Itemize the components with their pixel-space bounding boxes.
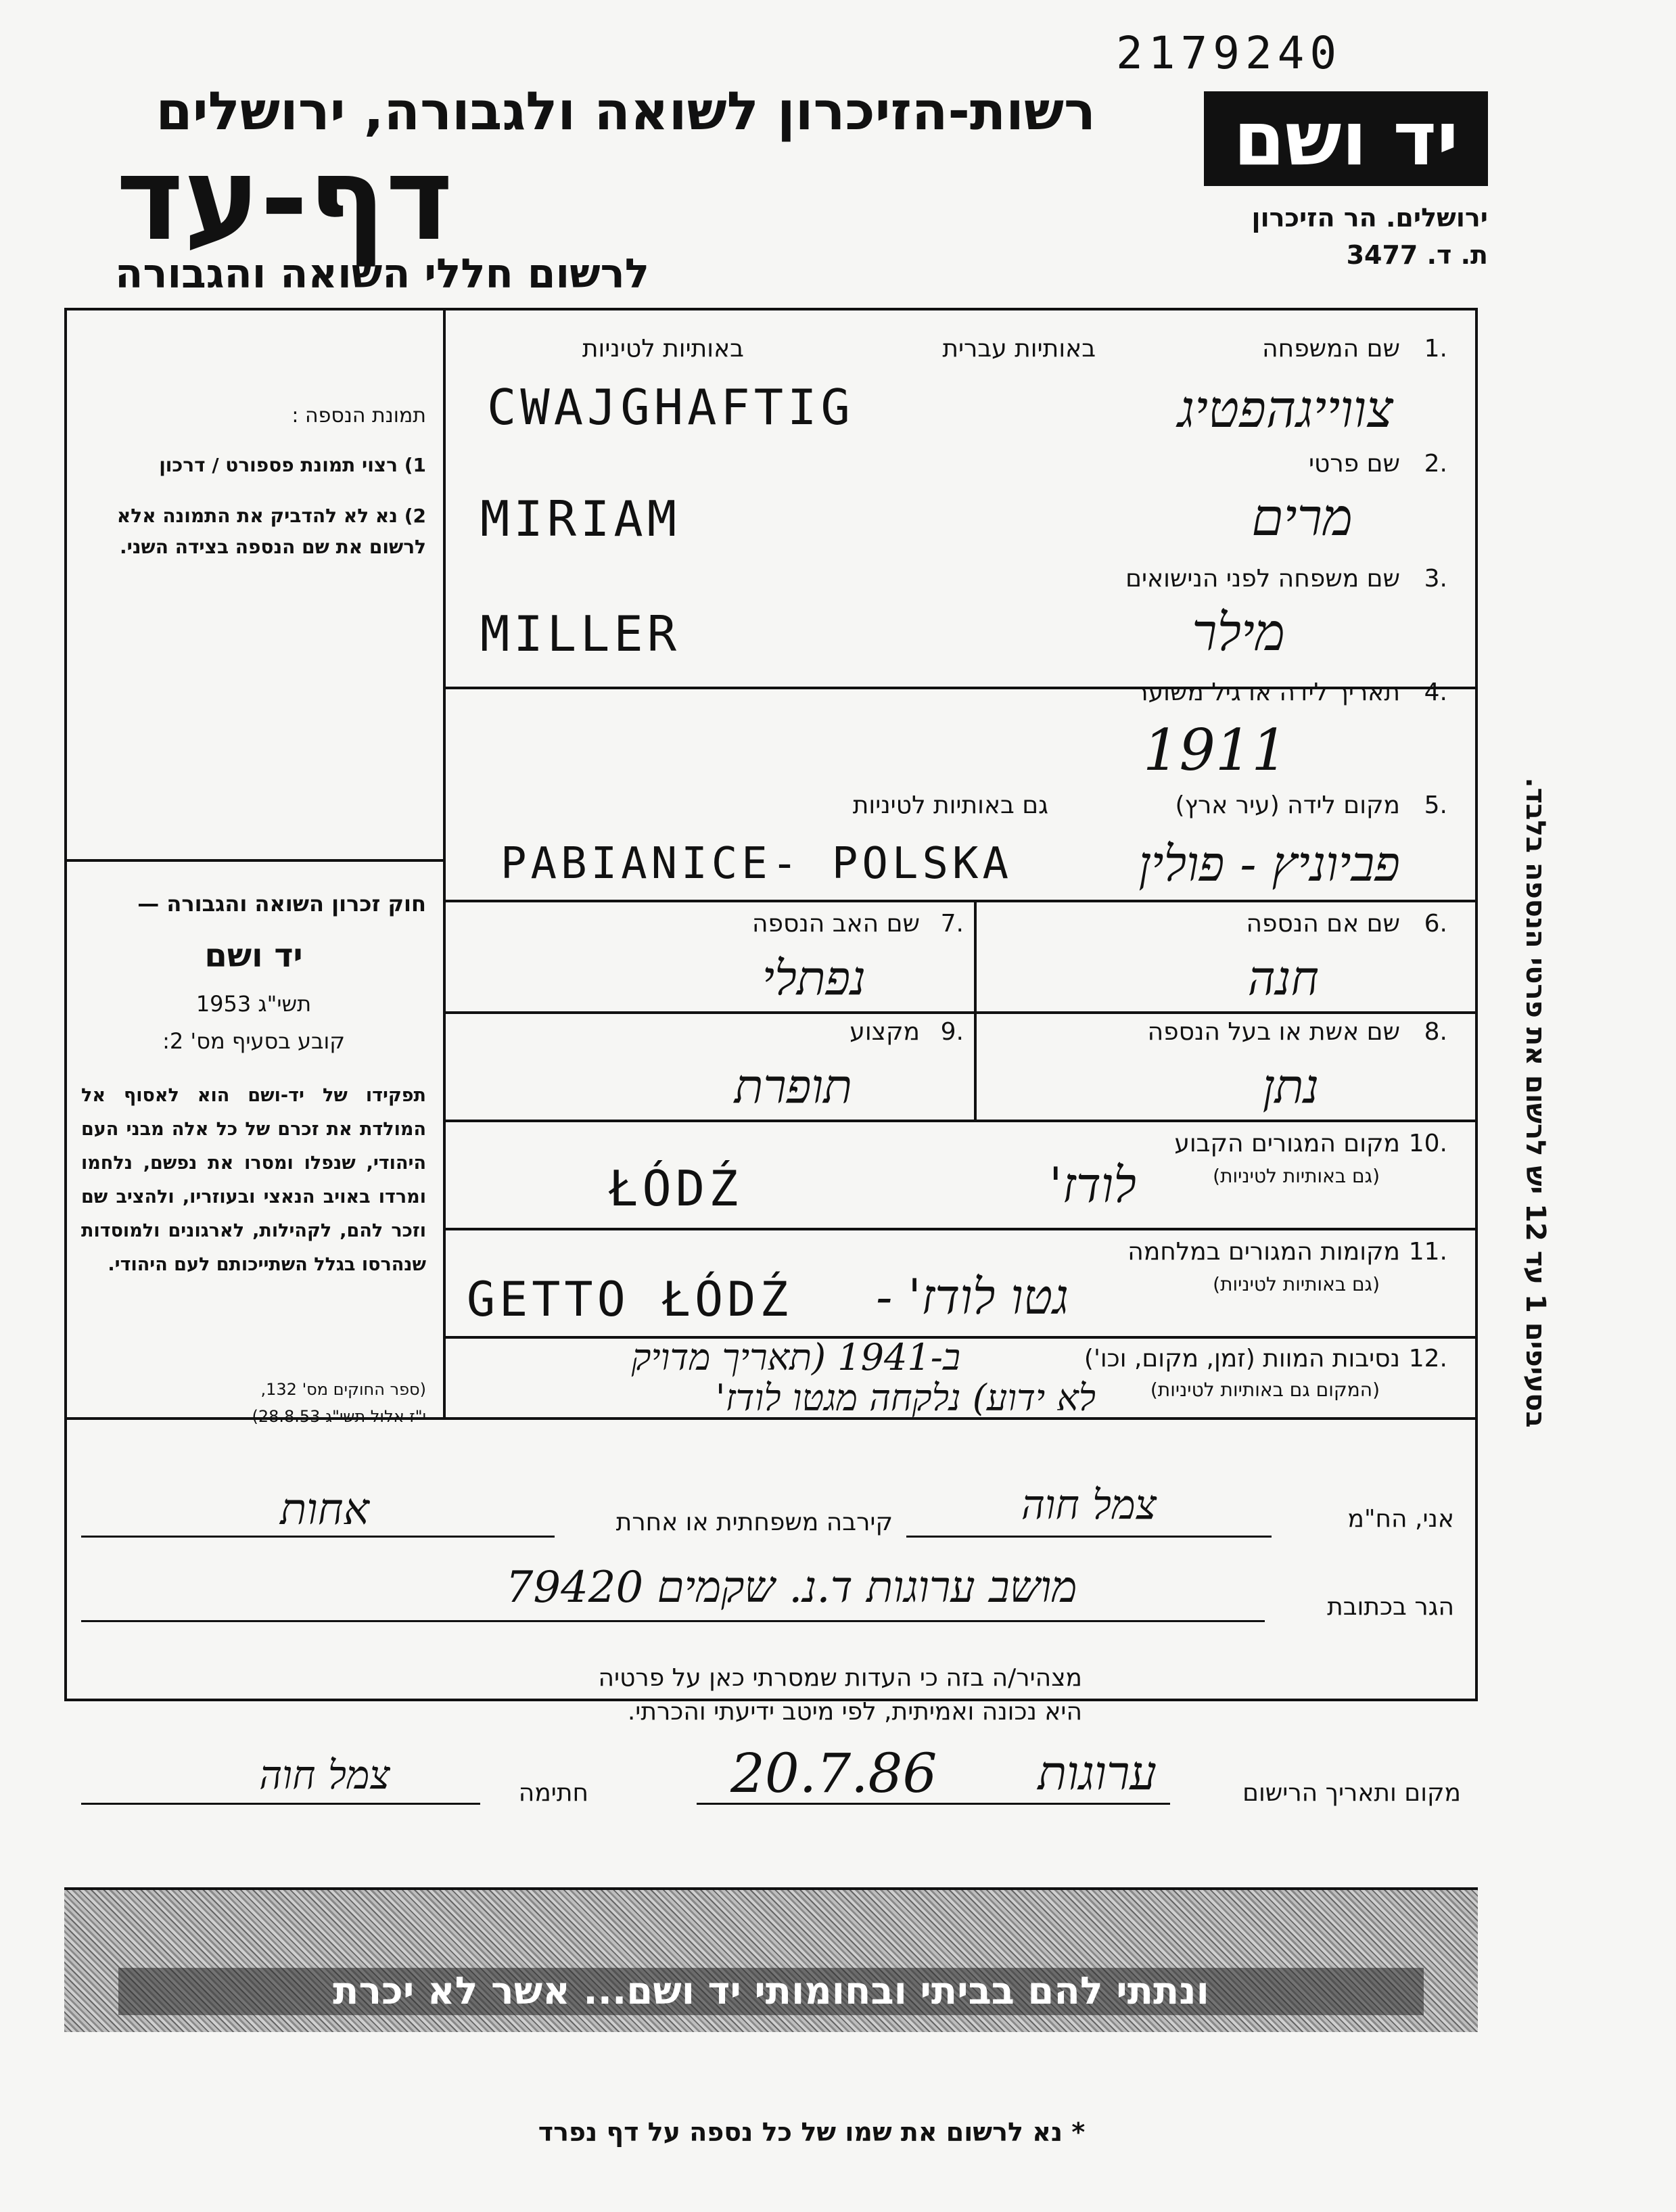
kinship-value: אחות [280,1485,369,1535]
law-box-body: תפקידו של יד-ושם הוא לאסוף אל המולדת את זכרם של כל אלה מבני העם היהודי, שנפלו ומסרו את נפשם, נלחמו ומרדו באויב הנאצי ובעוזריו, ולהציב שם וזכר להם, לקהילות, לארגונים ולמוסדות שנהרסו בגלל השתייכותם לעם היהודי. [81,1085,426,1275]
vertical-note [1515,697,1556,1508]
signature-value: צמל חוה [259,1752,390,1798]
address-line-1: ירושלים. הר הזיכרון [1251,203,1488,233]
serial-number: 2179240 [1116,27,1343,79]
field-7-value: נפתלי [762,950,866,1006]
law-box-ref-1: (ספר החוקים מס' 132, [260,1380,426,1399]
statement-line-1: מצהיר/ה בזה כי העדות שמסרתי כאן על פרטיה [598,1664,1082,1692]
field-6-value: חנה [1247,950,1319,1006]
field-11-label: מקומות המגורים במלחמה [1127,1238,1400,1266]
banner-text: ונתתי להם בביתי ובחומותי יד ושם... אשר לא יכרת [118,1968,1424,2015]
photo-note-item-1: 1) רצוי תמונת פספורט / דרכון [159,454,426,476]
field-11-number: 11. [1408,1238,1447,1266]
field-2-number: 2. [1424,450,1447,478]
field-1-latin-value: CWAJGHAFTIG [487,379,854,436]
field-12-label: נסיבות המוות (זמן, מקום, וכו') [1084,1345,1400,1373]
field-1-label: שם המשפחה [1262,335,1400,363]
field-10-hebrew-value: לודז' [1048,1157,1136,1214]
field-7-label: שם האב הנספה [752,910,920,938]
field-5-hebrew-value: פביוניץ - פולין [1138,835,1400,892]
footnote: * נא לרשום את שמו של כל נספה על דף נפרד [538,2117,1086,2147]
signature-label: חתימה [518,1779,588,1807]
field-3-hebrew-value: מילר [1192,602,1285,662]
field-1-hebrew-value: צווייגהפטיג [1178,379,1393,439]
field-2-label: שם פרטי [1308,450,1400,478]
side-divider [64,859,443,862]
field-11-latin-value: GETTO ŁÓDŹ [467,1272,793,1327]
field-8-value: נתן [1262,1059,1319,1114]
declarant-label: אני, הח"מ [1347,1505,1454,1533]
photo-note-title: תמונת הנספה : [292,404,426,428]
photo-note-item-2: 2) נא לא להדביק את התמונה אלא לרשום את שם הנספה בצידה השני. [116,505,426,559]
field-3-label: שם משפחה לפני הנישואים [1125,565,1400,593]
field-6-label: שם אם הנספה [1246,910,1400,938]
date-value: 20.7.86 [730,1742,937,1805]
signature-line [81,1803,480,1805]
field-8-number: 8. [1424,1018,1447,1046]
field-8-label: שם אשת או בעל הנספה [1147,1018,1400,1046]
mid-divider [974,900,977,1120]
field-6-number: 6. [1424,910,1447,938]
field-3-number: 3. [1424,565,1447,593]
kinship-line [81,1536,555,1538]
org-title: רשות-הזיכרון לשואה ולגבורה, ירושלים [156,81,1096,142]
field-11-sublabel: (גם באותיות לטיניות) [1213,1273,1380,1295]
field-4-number: 4. [1424,678,1447,706]
vertical-note-text: בסעיפים 1 עד 12 יש לרשום את פרטי הנספה בלבד. [1520,777,1551,1428]
field-1-latin-header: באותיות לטיניות [582,335,744,363]
law-box-ref-2: י"ז אלול תשי"ג 28.8.53) [252,1407,426,1426]
declarant-value: צמל חוה [1021,1481,1157,1529]
field-12-sublabel: (המקום גם באותיות לטיניות) [1150,1379,1380,1401]
place-date-label: מקום ותאריך הרישום [1242,1779,1461,1807]
address-value: מושב ערוגות ד.נ. שקמים 79420 [505,1563,1077,1613]
law-box-clause: קובע בסעיף מס' 2: [162,1028,345,1054]
place-value: ערוגות [1038,1745,1157,1801]
declarant-line [906,1536,1272,1538]
field-10-label: מקום המגורים הקבוע [1174,1130,1400,1157]
field-9-number: 9. [940,1018,964,1046]
form-subtitle: לרשום חללי השואה והגבורה [115,250,649,298]
field-12-value-line-2: לא ידוע) נלקחה מגטו לודז' [715,1377,1096,1419]
field-5-latin-header: גם באותיות לטיניות [852,791,1048,819]
field-12-value-line-1: ב-1941 (תאריך מדויק [631,1336,960,1379]
form-title: דף-עד [116,133,453,267]
field-2-latin-value: MIRIAM [480,490,681,547]
field-3-latin-value: MILLER [480,605,681,662]
address-line [81,1620,1265,1622]
field-4-label: תאריך לידה או גיל משוער [1134,678,1400,706]
row-divider [443,1228,1478,1230]
field-10-number: 10. [1408,1130,1447,1157]
field-11-hebrew-value: גטו לודז' - [876,1268,1069,1325]
field-5-label: מקום לידה (עיר ארץ) [1175,791,1400,819]
statement-line-2: היא נכונה ואמיתית, לפי מיטב ידיעתי והכרתי. [627,1698,1082,1726]
quote-banner [64,1887,1478,2032]
field-9-value: תופרת [734,1059,852,1114]
address-label: הגר בכתובת [1327,1593,1454,1621]
field-5-number: 5. [1424,791,1447,819]
field-1-number: 1. [1424,335,1447,363]
row-divider [443,1011,1478,1014]
row-divider [443,900,1478,902]
address-line-2: ת. ד. 3477 [1346,240,1488,270]
column-divider [443,308,446,1417]
field-5-latin-value: PABIANICE- POLSKA [501,839,1013,889]
field-1-hebrew-header: באותיות עברית [942,335,1096,363]
field-9-label: מקצוע [849,1018,920,1046]
field-10-latin-value: ŁÓDŹ [609,1160,743,1217]
yad-vashem-logo: יד ושם [1204,91,1488,186]
row-divider [443,1120,1478,1122]
field-4-value: 1911 [1143,717,1288,783]
field-2-hebrew-value: מרים [1251,487,1353,547]
kinship-label: קירבה משפחתית או אחרת [615,1508,893,1536]
law-box-name: יד ושם [204,937,303,975]
field-12-number: 12. [1408,1345,1447,1373]
law-box-title: חוק זכרון השואה והגבורה — [137,891,426,917]
law-box-year: תשי"ג 1953 [195,991,312,1017]
field-10-sublabel: (גם באותיות לטיניות) [1213,1165,1380,1187]
field-7-number: 7. [940,910,964,938]
